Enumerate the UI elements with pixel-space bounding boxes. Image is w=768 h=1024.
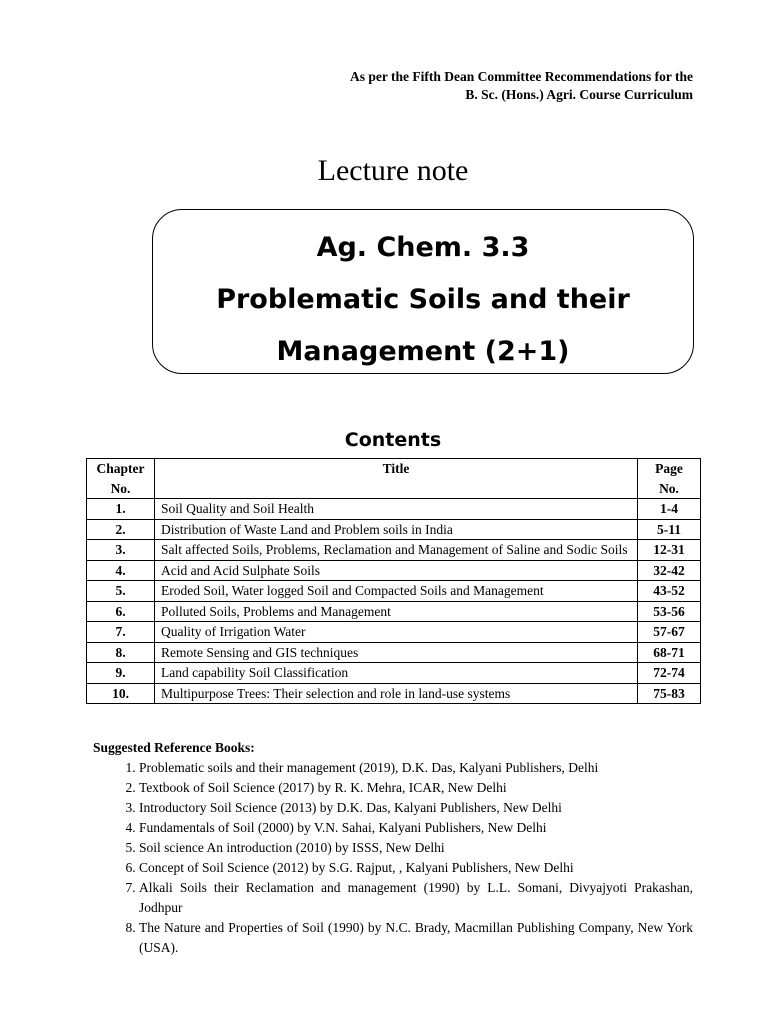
table-row: [87, 560, 701, 581]
list-item: 5. Soil science An introduction (2010) by ISSS, New Delhi: [139, 838, 693, 858]
chapter-title: Salt affected Soils, Problems, Reclamation and Management of Saline and Sodic Soils: [155, 540, 638, 561]
course-name-line-1: Problematic Soils and their: [216, 284, 630, 315]
column-header-chapter: [87, 459, 155, 499]
chapter-pages: 72-74: [638, 663, 701, 684]
chapter-number: 4.: [87, 560, 155, 581]
contents-table-header: [87, 459, 701, 499]
reference-books-list: [93, 758, 693, 958]
column-header-chapter-line-1: Chapter: [96, 461, 145, 476]
chapter-pages: 12-31: [638, 540, 701, 561]
chapter-number: 2.: [87, 519, 155, 540]
chapter-title: Multipurpose Trees: Their selection and role in land-use systems: [155, 683, 638, 704]
contents-heading: Contents: [344, 429, 442, 451]
course-title-box: [152, 209, 694, 374]
chapter-title: Quality of Irrigation Water: [155, 622, 638, 643]
chapter-number: 6.: [87, 601, 155, 622]
table-row: [87, 540, 701, 561]
column-header-chapter-line-2: No.: [110, 480, 131, 496]
chapter-number: 7.: [87, 622, 155, 643]
chapter-pages: 43-52: [638, 581, 701, 602]
curriculum-note-line-2: B. Sc. (Hons.) Agri. Course Curriculum: [465, 87, 693, 102]
chapter-pages: 57-67: [638, 622, 701, 643]
list-item: 8. The Nature and Properties of Soil (1990) by N.C. Brady, Macmillan Publishing Company, New York (USA).: [139, 918, 693, 958]
chapter-number: 8.: [87, 642, 155, 663]
table-row: [87, 499, 701, 520]
chapter-title: Soil Quality and Soil Health: [155, 499, 638, 520]
column-header-page: [638, 459, 701, 499]
chapter-pages: 1-4: [638, 499, 701, 520]
table-row: [87, 663, 701, 684]
list-item: 4. Fundamentals of Soil (2000) by V.N. Sahai, Kalyani Publishers, New Delhi: [139, 818, 693, 838]
chapter-pages: 32-42: [638, 560, 701, 581]
chapter-title: Remote Sensing and GIS techniques: [155, 642, 638, 663]
table-row: [87, 601, 701, 622]
column-header-title: Title: [155, 459, 638, 499]
contents-table-body: [87, 499, 701, 704]
curriculum-note-line-1: As per the Fifth Dean Committee Recommendations for the: [350, 69, 693, 84]
chapter-number: 1.: [87, 499, 155, 520]
chapter-title: Polluted Soils, Problems and Management: [155, 601, 638, 622]
chapter-pages: 5-11: [638, 519, 701, 540]
contents-table: [86, 458, 701, 704]
chapter-pages: 68-71: [638, 642, 701, 663]
table-row: [87, 642, 701, 663]
chapter-title: Distribution of Waste Land and Problem soils in India: [155, 519, 638, 540]
chapter-number: 3.: [87, 540, 155, 561]
list-item: 7. Alkali Soils their Reclamation and management (1990) by L.L. Somani, Divyajyoti Prakashan, Jodhpur: [139, 878, 693, 918]
list-item: 2. Textbook of Soil Science (2017) by R. K. Mehra, ICAR, New Delhi: [139, 778, 693, 798]
lecture-title: Lecture note: [317, 154, 469, 187]
table-row: [87, 519, 701, 540]
chapter-pages: 75-83: [638, 683, 701, 704]
reference-books-heading: Suggested Reference Books:: [93, 740, 255, 755]
column-header-page-line-2: No.: [659, 480, 679, 496]
chapter-title: Land capability Soil Classification: [155, 663, 638, 684]
list-item: 1. Problematic soils and their management (2019), D.K. Das, Kalyani Publishers, Delhi: [139, 758, 693, 778]
chapter-title: Acid and Acid Sulphate Soils: [155, 560, 638, 581]
course-code: Ag. Chem. 3.3: [316, 232, 530, 263]
table-row: [87, 622, 701, 643]
curriculum-note: [350, 68, 693, 104]
chapter-title: Eroded Soil, Water logged Soil and Compacted Soils and Management: [155, 581, 638, 602]
column-header-page-line-1: Page: [655, 461, 683, 476]
chapter-number: 9.: [87, 663, 155, 684]
chapter-pages: 53-56: [638, 601, 701, 622]
chapter-number: 5.: [87, 581, 155, 602]
table-row: [87, 581, 701, 602]
course-name-line-2: Management (2+1): [276, 336, 570, 367]
list-item: 3. Introductory Soil Science (2013) by D.K. Das, Kalyani Publishers, New Delhi: [139, 798, 693, 818]
reference-books-section: [93, 738, 693, 958]
table-row: [87, 683, 701, 704]
chapter-number: 10.: [87, 683, 155, 704]
list-item: 6. Concept of Soil Science (2012) by S.G. Rajput, , Kalyani Publishers, New Delhi: [139, 858, 693, 878]
